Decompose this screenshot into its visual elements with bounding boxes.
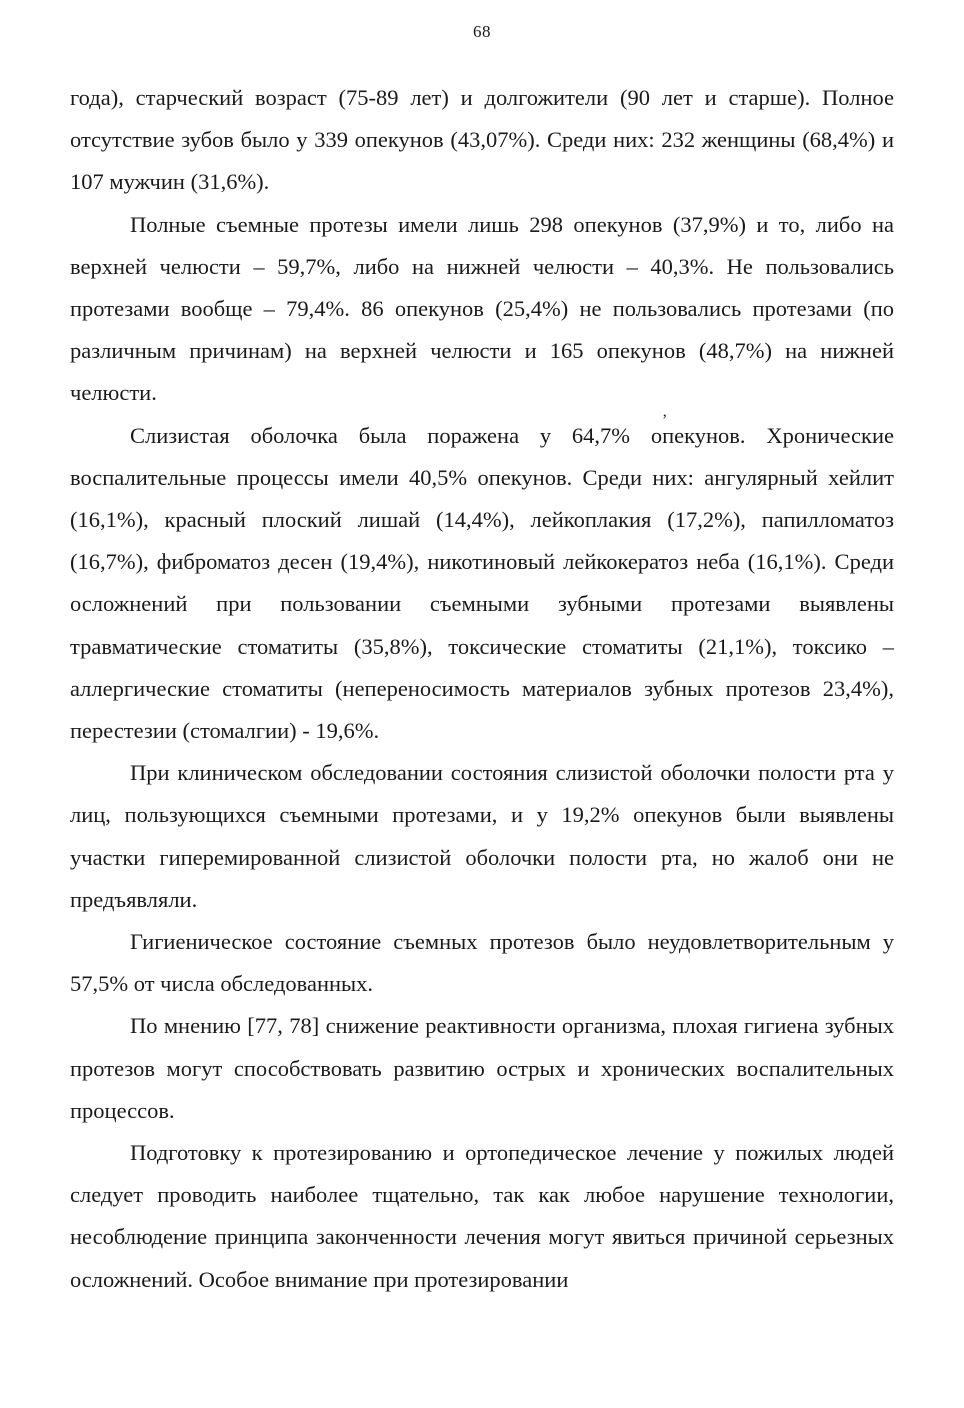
document-body (70, 77, 894, 1301)
paragraph-5: Гигиеническое состояние съемных протезов было неудовлетворительным у 57,5% от числа обследованных. (70, 929, 894, 997)
paragraph-6: По мнению [77, 78] снижение реактивности организма, плохая гигиена зубных протезов могут способствовать развитию острых и хронических воспалительных процессов. (70, 1013, 894, 1123)
page-number: 68 (473, 22, 491, 41)
paragraph-4: При клиническом обследовании состояния слизистой оболочки полости рта у лиц, пользующихся съемными протезами, и у 19,2% опекунов были выявлены участки гиперемированной слизистой оболочки полости рта, но жалоб они не предъявляли. (70, 760, 894, 912)
paragraph-2: Полные съемные протезы имели лишь 298 опекунов (37,9%) и то, либо на верхней челюсти – 59,7%, либо на нижней челюсти – 40,3%. Не пользовались протезами вообще – 79,4%. 86 опекунов (25,4%) не пользовались протезами (по различным причинам) на верхней челюсти и 165 опекунов (48,7%) на нижней челюсти. (70, 211, 894, 406)
paragraph-1: года), старческий возраст (75-89 лет) и долгожители (90 лет и старше). Полное отсутствие зубов было у 339 опекунов (43,07%). Среди них: 232 женщины (68,4%) и 107 мужчин (31,6%). (70, 85, 894, 195)
paragraph-3: Слизистая оболочка была поражена у 64,7% опекунов. Хронические воспалительные процессы имели 40,5% опекунов. Среди них: ангулярный хейлит (16,1%), красный плоский лишай (14,4%), лейкоплакия (17,2%), папилломатоз (16,7%), фиброматоз десен (19,4%), никотиновый лейкокератоз неба (16,1%). Среди осложнений при пользовании съемными зубными протезами выявлены травматические стоматиты (35,8%), токсические стоматиты (21,1%), токсико – аллергические стоматиты (непереносимость материалов зубных протезов 23,4%), перестезии (стомалгии) - 19,6%. (70, 422, 894, 744)
paragraph-7: Подготовку к протезированию и ортопедическое лечение у пожилых людей следует проводить наиболее тщательно, так как любое нарушение технологии, несоблюдение принципа законченности лечения могут явиться причиной серьезных осложнений. Особое внимание при протезировании (70, 1140, 894, 1292)
scan-speck-mark: ‚ (662, 403, 668, 420)
